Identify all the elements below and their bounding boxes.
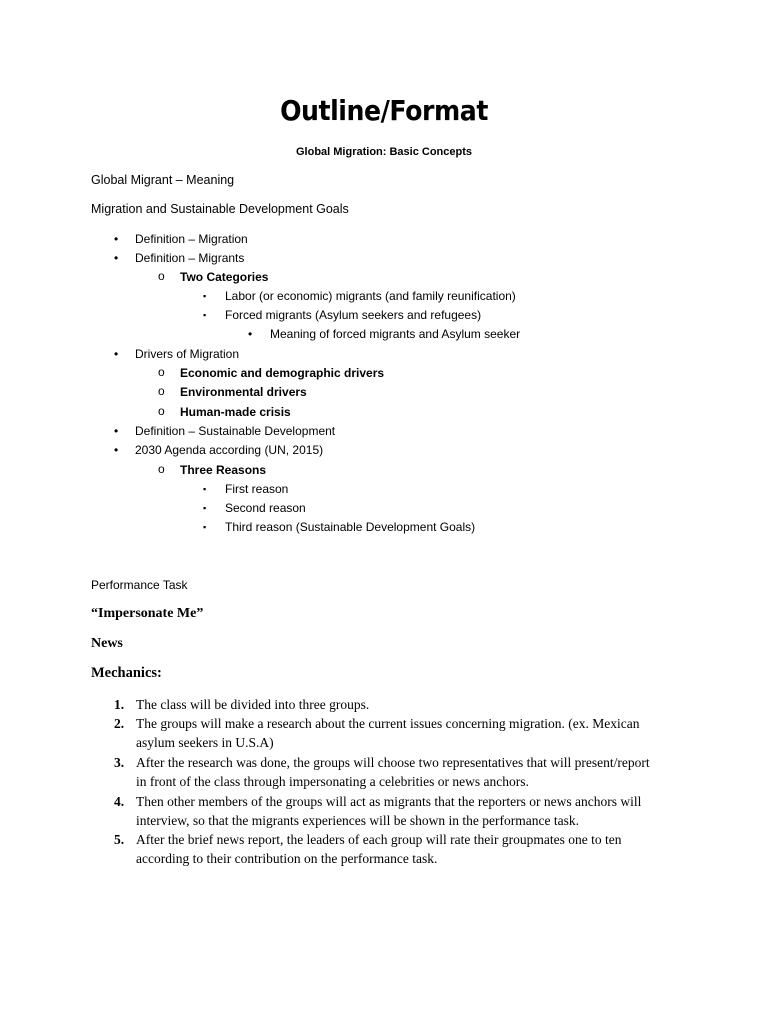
bullet-icon: • [248, 327, 253, 341]
bullet-icon: o [158, 384, 165, 398]
bullet-icon: o [158, 404, 165, 418]
bullet-icon: • [114, 347, 119, 361]
bullet-icon: ▪ [203, 310, 207, 320]
bullet-icon: • [114, 443, 119, 457]
outline-item-level-2: Two Categories [180, 270, 269, 284]
mechanics-item-text: After the research was done, the groups will choose two representatives that will present/report in front of the class through impersonating a celebrities or news anchors. [136, 755, 650, 789]
mechanics-item-text: The class will be divided into three groups. [136, 697, 370, 712]
outline-item-level-3: Forced migrants (Asylum seekers and refugees) [225, 308, 482, 322]
impersonate-heading: “Impersonate Me” [91, 606, 204, 621]
mechanics-heading: Mechanics: [91, 665, 162, 681]
outline-item-level-1: 2030 Agenda according (UN, 2015) [135, 443, 324, 457]
outline-item-level-1: Definition – Sustainable Development [135, 424, 336, 438]
mechanics-item-number: 4. [114, 794, 125, 809]
mechanics-item-text: The groups will make a research about the current issues concerning migration. (ex. Mexican asylum seekers in U.S.A) [136, 716, 640, 750]
mechanics-item-number: 2. [114, 716, 125, 731]
outline-item-level-2: Environmental drivers [180, 385, 307, 399]
bullet-icon: o [158, 365, 165, 379]
mechanics-item-text: Then other members of the groups will act as migrants that the reporters or news anchors will interview, so that the migrants experiences will be shown in the performance task. [136, 794, 642, 828]
bullet-icon: ▪ [203, 503, 207, 513]
bullet-icon: ▪ [203, 484, 207, 494]
outline-item-level-3: Third reason (Sustainable Development Goals) [225, 520, 476, 534]
mechanics-item-number: 1. [114, 697, 125, 712]
performance-task-heading: Performance Task [91, 578, 188, 592]
intro-line-global-migrant: Global Migrant – Meaning [91, 173, 235, 187]
outline-item-level-1: Drivers of Migration [135, 347, 240, 361]
outline-item-level-2: Three Reasons [180, 463, 267, 477]
mechanics-item-number: 3. [114, 755, 125, 770]
intro-line-migration-sdg: Migration and Sustainable Development Goals [91, 202, 349, 216]
bullet-icon: • [114, 251, 119, 265]
outline-item-level-1: Definition – Migration [135, 232, 248, 246]
outline-item-level-3: Second reason [225, 501, 306, 515]
outline-item-level-4: Meaning of forced migrants and Asylum seeker [270, 327, 521, 341]
outline-item-level-2: Human-made crisis [180, 405, 291, 419]
bullet-icon: • [114, 424, 119, 438]
mechanics-item-text: After the brief news report, the leaders of each group will rate their groupmates one to ten according to their contribution on the performance task. [136, 832, 622, 866]
bullet-icon: ▪ [203, 522, 207, 532]
page-subtitle: Global Migration: Basic Concepts [295, 146, 473, 158]
bullet-icon: o [158, 462, 165, 476]
outline-item-level-3: First reason [225, 482, 289, 496]
mechanics-item-number: 5. [114, 832, 125, 847]
bullet-icon: ▪ [203, 291, 207, 301]
news-heading: News [91, 636, 123, 651]
outline-item-level-3: Labor (or economic) migrants (and family reunification) [225, 289, 516, 303]
bullet-icon: o [158, 269, 165, 283]
page-title: Outline/Format [280, 94, 488, 127]
outline-item-level-2: Economic and demographic drivers [180, 366, 385, 380]
bullet-icon: • [114, 232, 119, 246]
outline-item-level-1: Definition – Migrants [135, 251, 245, 265]
